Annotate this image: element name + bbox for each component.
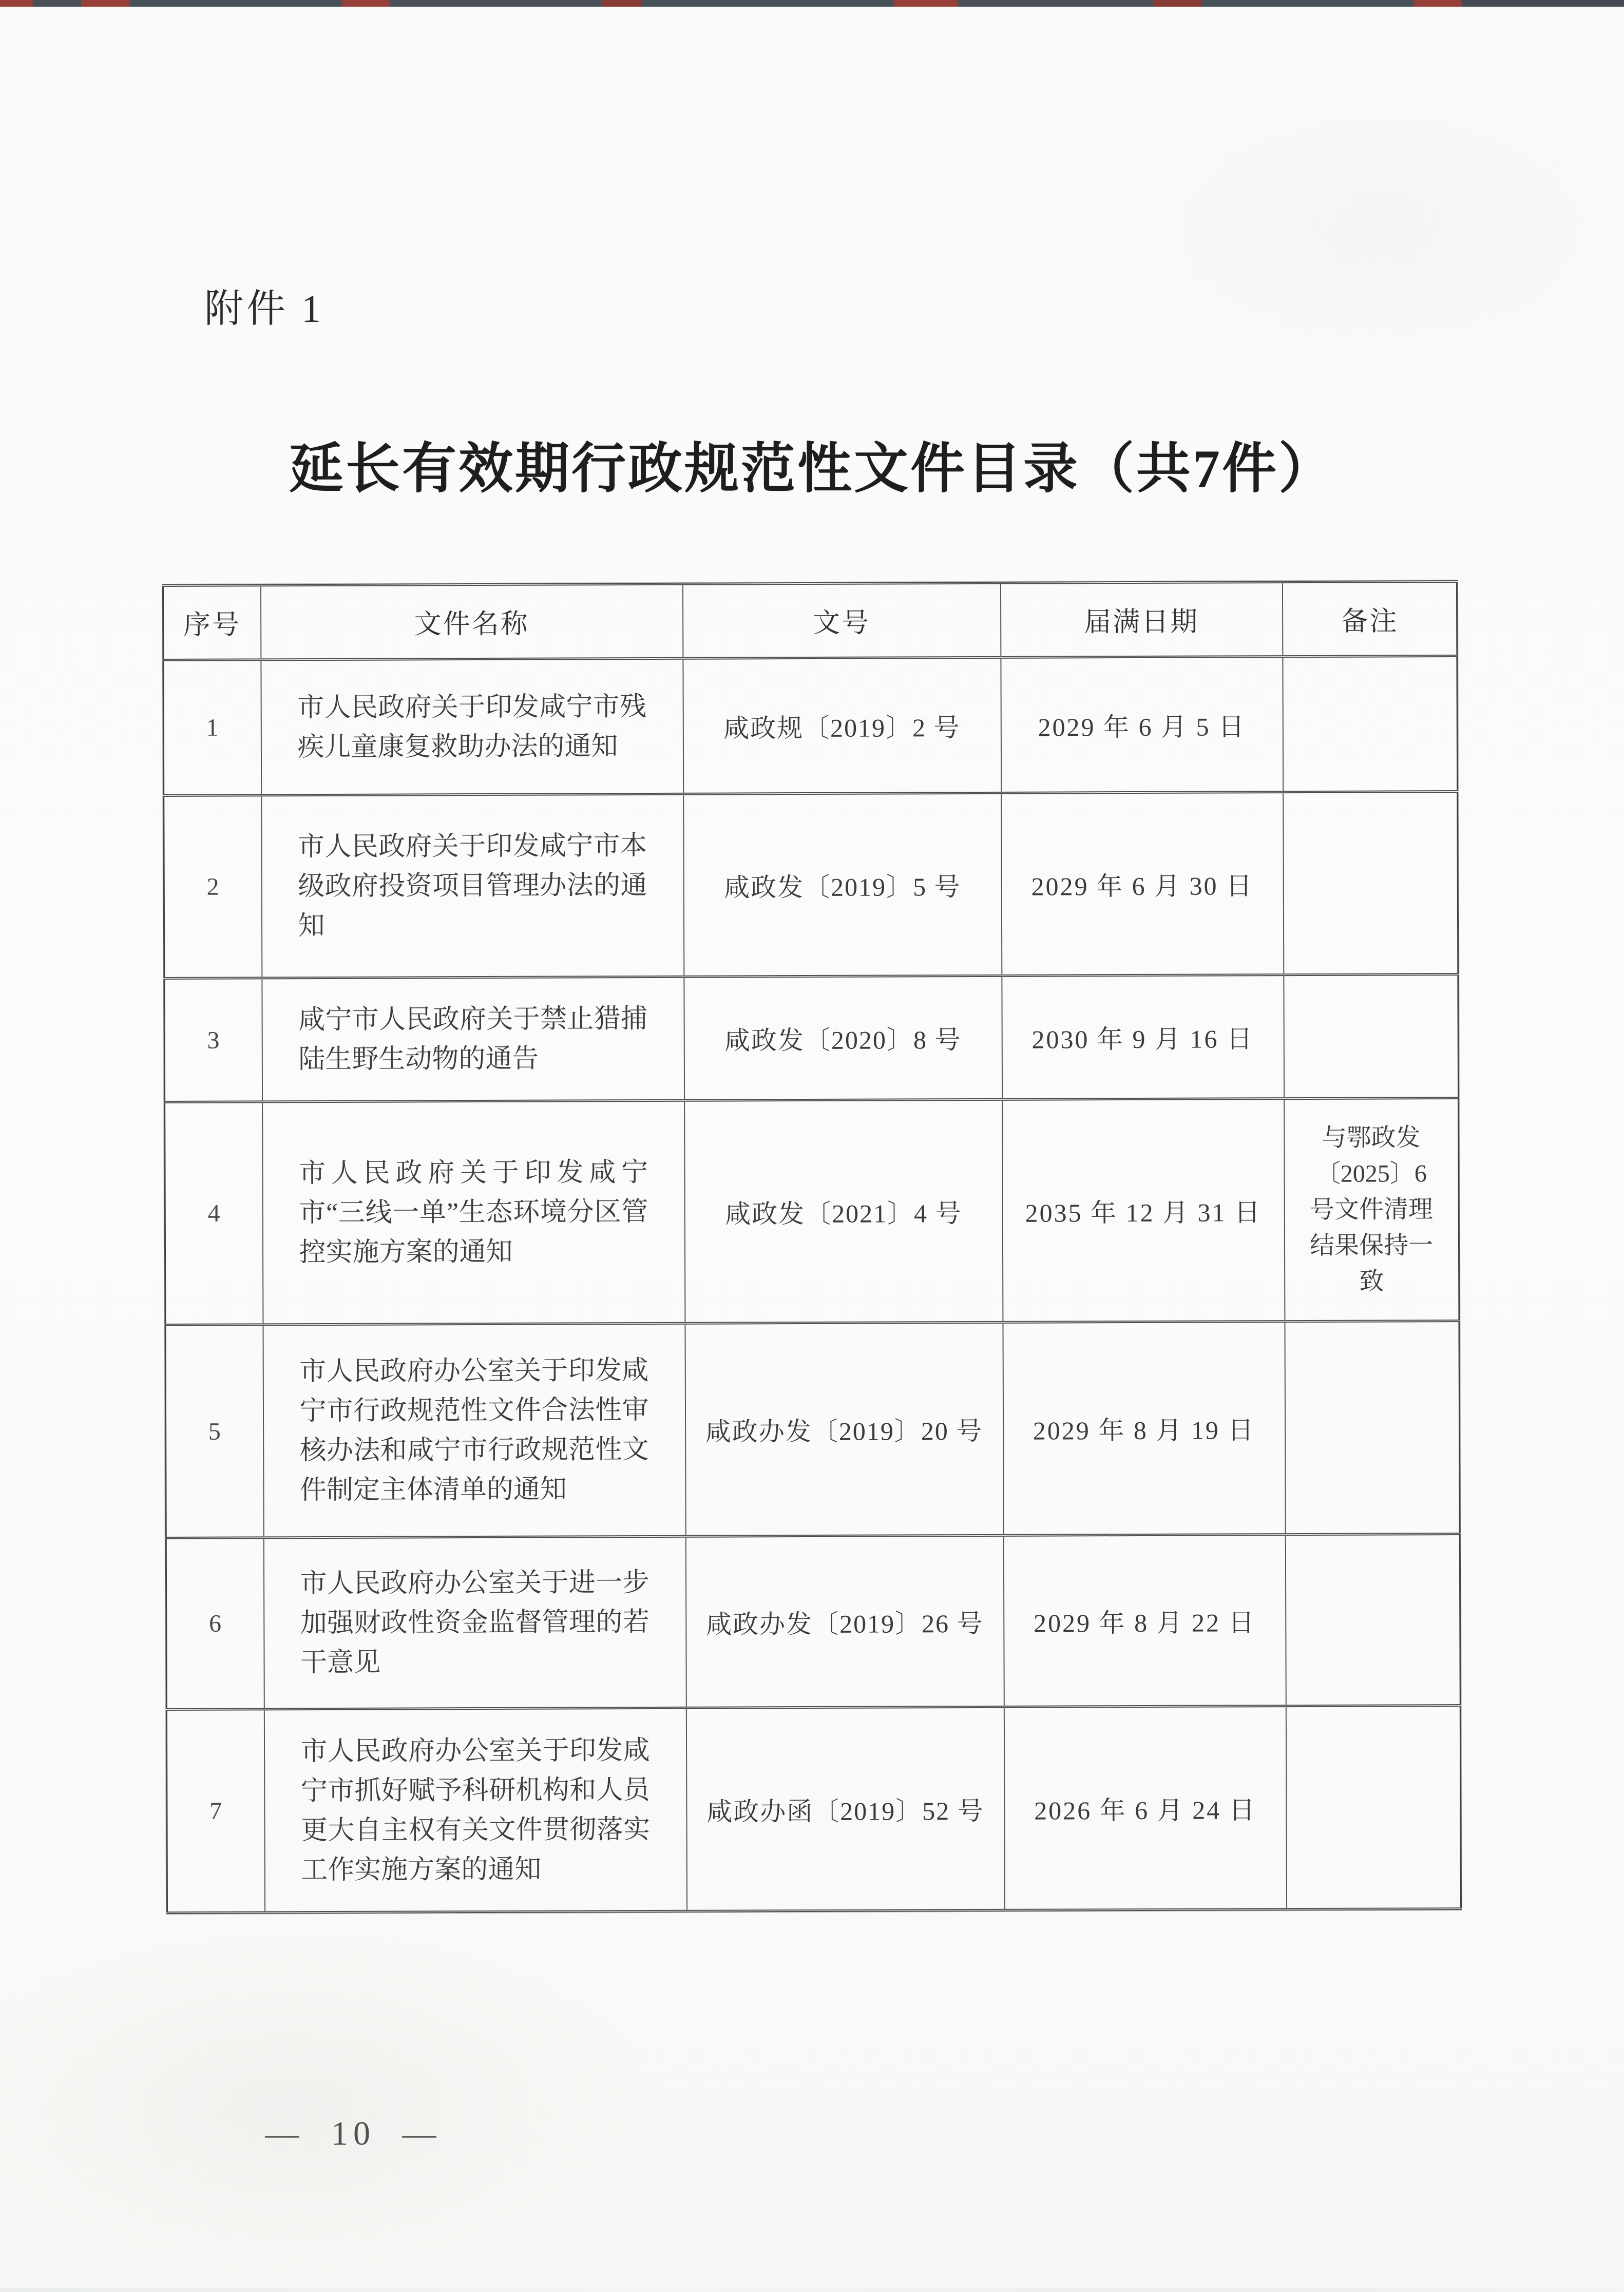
cell-expiry-date: 2029 年 6 月 5 日 [1001, 657, 1283, 793]
cell-serial: 3 [164, 978, 262, 1102]
table-row [166, 1534, 1460, 1710]
table-row [166, 1706, 1461, 1913]
cell-doc-number: 咸政办发〔2019〕26 号 [685, 1535, 1004, 1708]
table-row [164, 792, 1458, 979]
cell-remark [1283, 792, 1458, 975]
header-remark: 备注 [1282, 582, 1457, 657]
table-row [165, 1321, 1460, 1538]
cell-serial: 4 [165, 1102, 263, 1325]
documents-table [162, 580, 1462, 1914]
cell-remark [1285, 1534, 1460, 1706]
cell-remark [1286, 1706, 1461, 1909]
cell-file-name: 市人民政府办公室关于印发咸宁市行政规范性文件合法性审核办法和咸宁市行政规范性文件制定主体清单的通知 [263, 1323, 685, 1538]
cell-file-name: 市人民政府办公室关于印发咸宁市抓好赋予科研机构和人员更大自主权有关文件贯彻落实工作实施方案的通知 [264, 1708, 686, 1913]
cell-serial: 7 [166, 1709, 264, 1913]
cell-file-name: 咸宁市人民政府关于禁止猎捕陆生野生动物的通告 [262, 977, 684, 1102]
scan-edge-artifact-bottom [0, 2288, 1624, 2292]
cell-remark [1283, 656, 1458, 792]
table-row [165, 1098, 1459, 1325]
cell-serial: 6 [166, 1538, 264, 1710]
cell-doc-number: 咸政发〔2020〕8 号 [684, 976, 1002, 1100]
cell-expiry-date: 2030 年 9 月 16 日 [1002, 975, 1284, 1100]
table-row [163, 656, 1458, 796]
cell-remark [1285, 1321, 1460, 1535]
cell-doc-number: 咸政发〔2019〕5 号 [683, 793, 1002, 977]
cell-remark [1284, 975, 1459, 1099]
cell-doc-number: 咸政规〔2019〕2 号 [683, 657, 1001, 794]
page-number: — 10 — [265, 2115, 442, 2152]
header-file-name: 文件名称 [260, 584, 682, 660]
page-title: 延长有效期行政规范性文件目录（共7件） [289, 439, 1335, 499]
table-header-row [163, 582, 1457, 660]
cell-expiry-date: 2029 年 6 月 30 日 [1001, 792, 1284, 976]
attachment-label: 附件 1 [204, 288, 324, 331]
cell-expiry-date: 2026 年 6 月 24 日 [1004, 1706, 1286, 1911]
cell-remark: 与鄂政发 〔2025〕6 号文件清理 结果保持一 致 [1284, 1098, 1459, 1322]
header-serial: 序号 [163, 585, 260, 660]
cell-file-name: 市人民政府关于印发咸宁市残疾儿童康复救助办法的通知 [261, 658, 683, 795]
cell-doc-number: 咸政办函〔2019〕52 号 [686, 1707, 1004, 1911]
scan-edge-artifact-top [0, 0, 1624, 7]
cell-doc-number: 咸政办发〔2019〕20 号 [685, 1322, 1003, 1536]
header-doc-number: 文号 [682, 583, 1000, 658]
cell-expiry-date: 2029 年 8 月 22 日 [1003, 1535, 1286, 1707]
cell-doc-number: 咸政发〔2021〕4 号 [684, 1099, 1003, 1323]
header-expiry-date: 届满日期 [1000, 582, 1282, 658]
cell-expiry-date: 2035 年 12 月 31 日 [1002, 1099, 1285, 1323]
cell-file-name: 市人民政府关于印发咸宁市“三线一单”生态环境分区管控实施方案的通知 [262, 1100, 685, 1325]
cell-serial: 1 [163, 660, 261, 796]
cell-file-name: 市人民政府关于印发咸宁市本级政府投资项目管理办法的通知 [261, 794, 684, 978]
cell-serial: 5 [165, 1325, 263, 1538]
table-row [164, 975, 1459, 1102]
cell-expiry-date: 2029 年 8 月 19 日 [1003, 1322, 1285, 1536]
cell-file-name: 市人民政府办公室关于进一步加强财政性资金监督管理的若干意见 [263, 1536, 686, 1709]
cell-serial: 2 [164, 795, 262, 979]
